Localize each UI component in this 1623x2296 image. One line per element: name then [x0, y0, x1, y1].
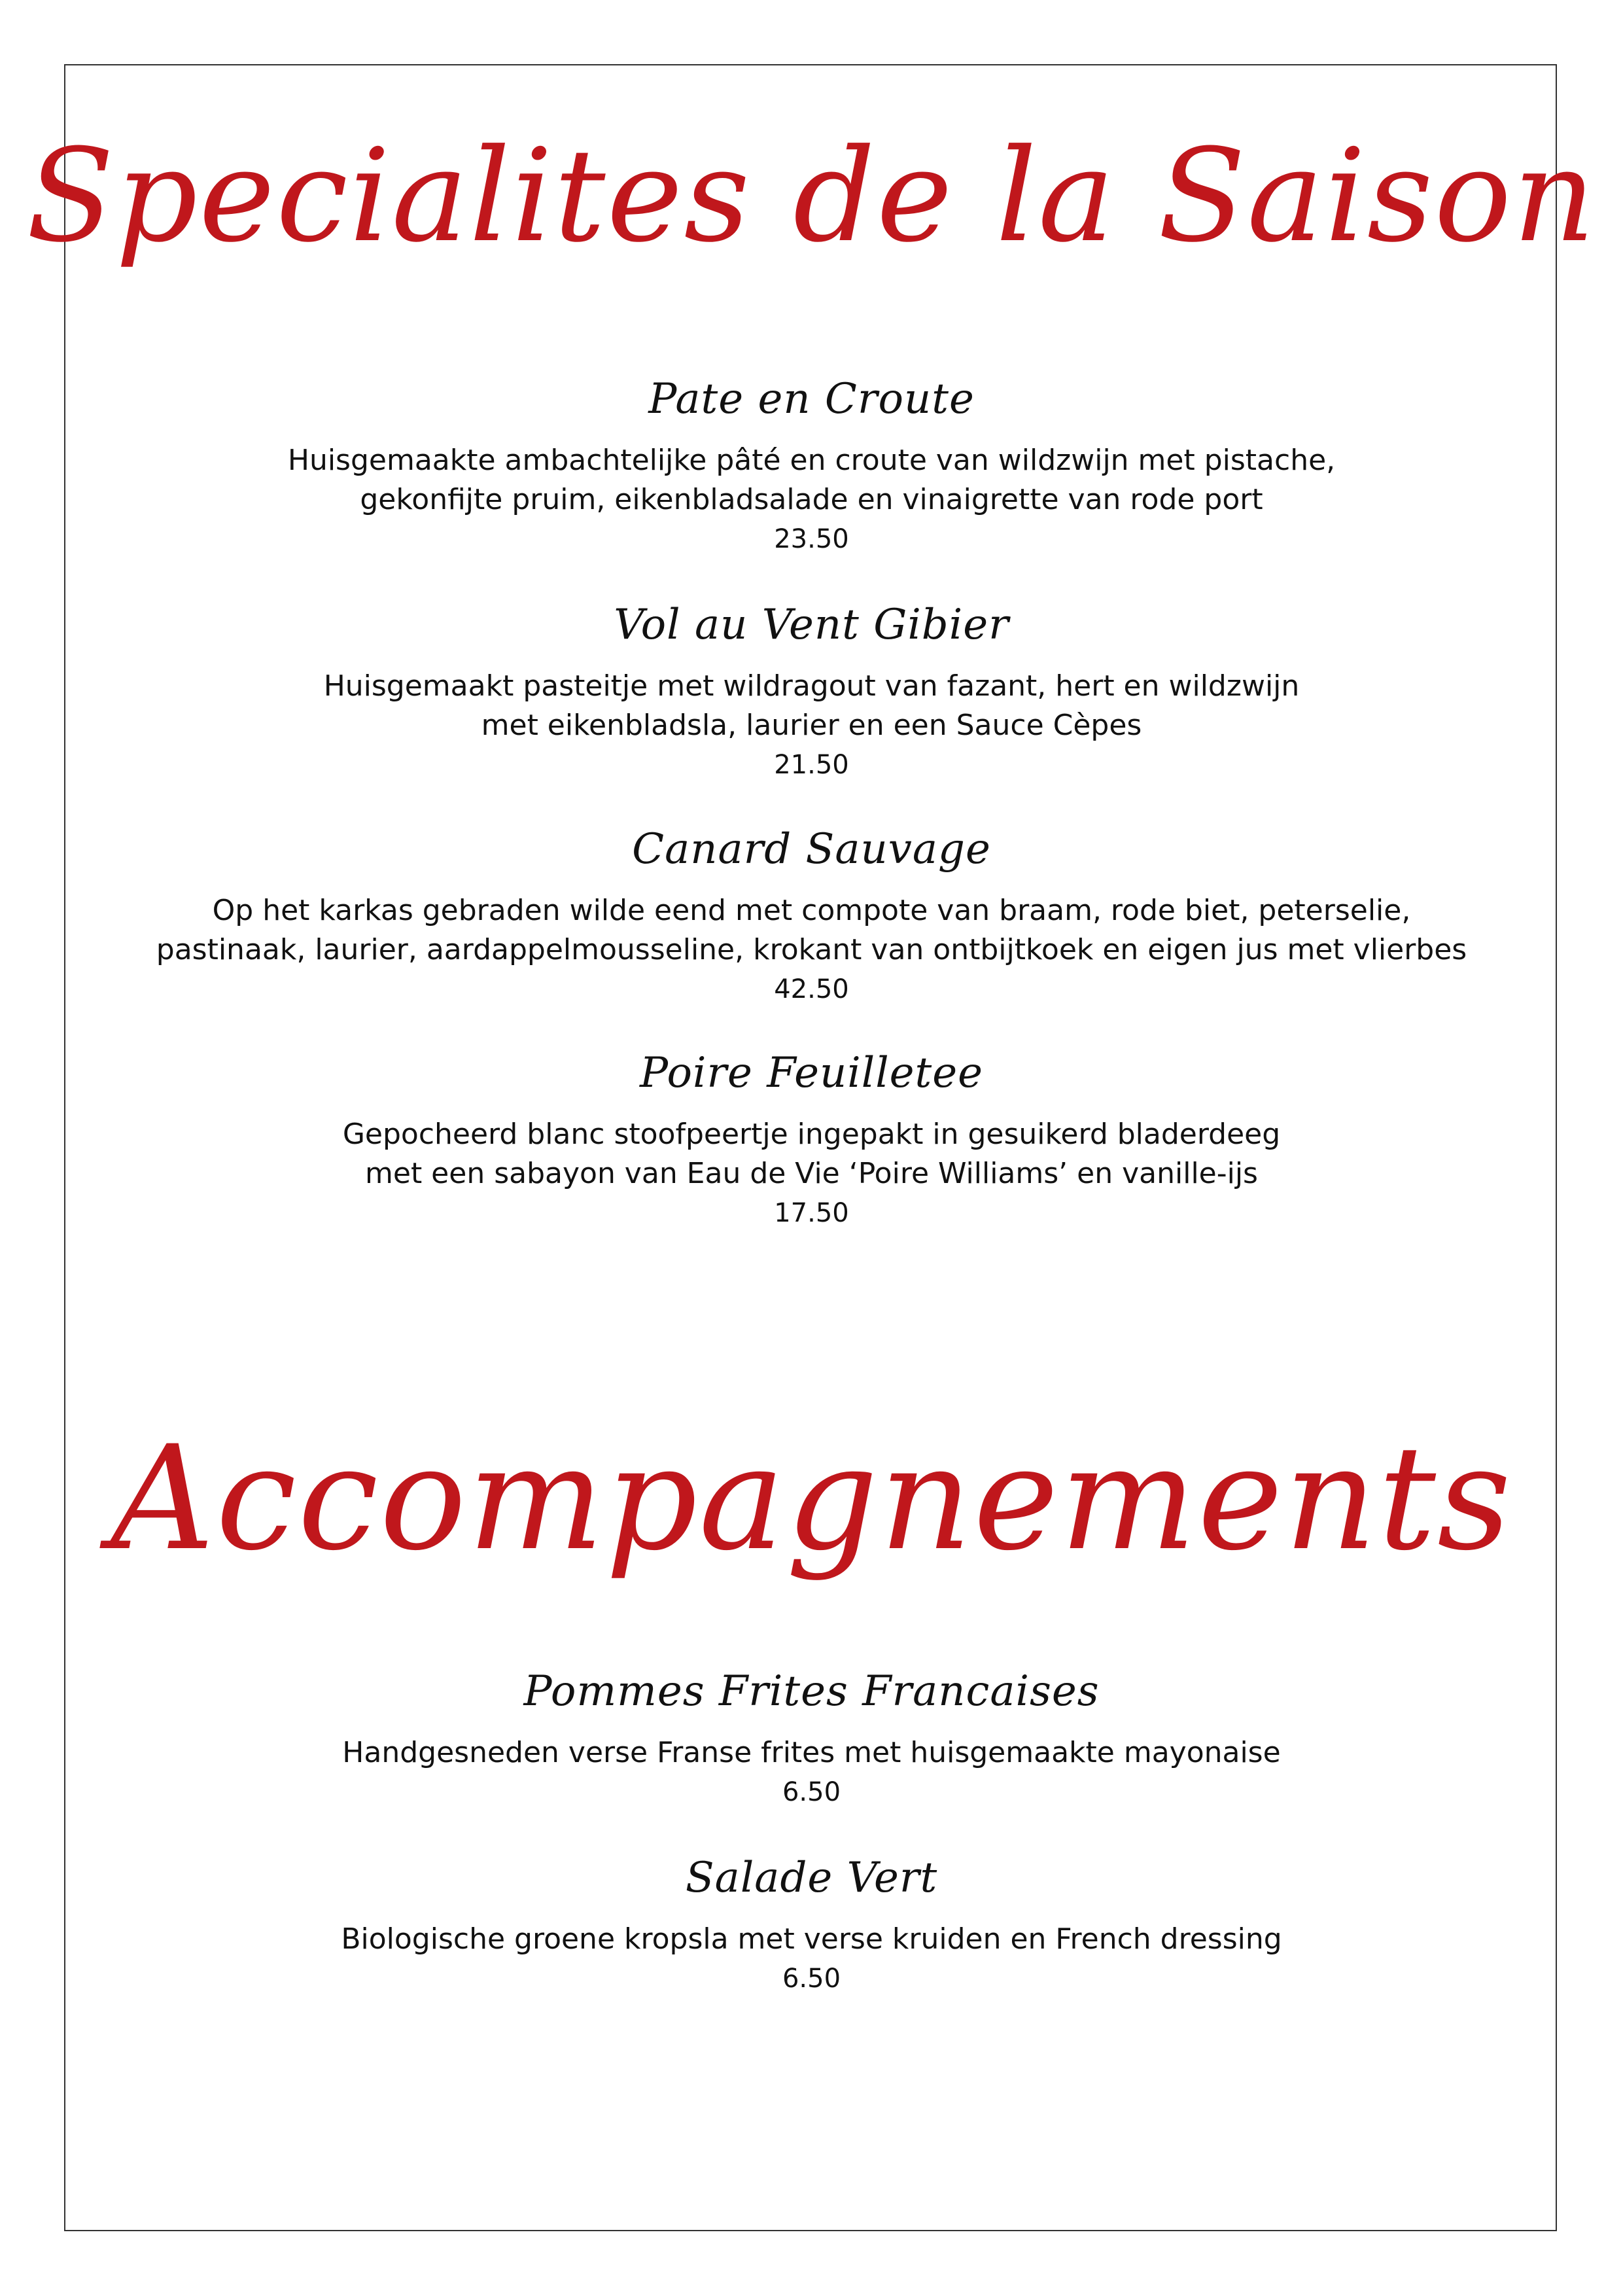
- menu-item-poire-feuilletee: [0, 1040, 1623, 1233]
- item-description-line-1: Op het karkas gebraden wilde eend met compote van braam, rode biet, peterselie,: [212, 894, 1411, 927]
- item-description-line-1: Huisgemaakt pasteitje met wildragout van fazant, hert en wildzwijn: [323, 669, 1300, 703]
- menu-item-pate-en-croute: [0, 366, 1623, 559]
- item-price: 17.50: [774, 1198, 849, 1228]
- menu-item-salade-vert: [0, 1845, 1623, 1998]
- item-name: Canard Sauvage: [632, 825, 991, 874]
- item-name: Pate en Croute: [648, 375, 975, 423]
- item-price: 21.50: [774, 750, 849, 780]
- item-name: Pommes Frites Francaises: [523, 1667, 1100, 1716]
- item-price: 23.50: [774, 524, 849, 554]
- section-title-specialites: Specialites de la Saison: [26, 122, 1597, 271]
- item-price: 6.50: [782, 1777, 841, 1807]
- item-name: Vol au Vent Gibier: [614, 601, 1009, 649]
- menu-item-pommes-frites: [0, 1659, 1623, 1812]
- item-description-line-2: gekonfijte pruim, eikenbladsalade en vinaigrette van rode port: [360, 483, 1263, 516]
- item-description-line-1: Handgesneden verse Franse frites met huisgemaakte mayonaise: [342, 1736, 1281, 1769]
- item-description-line-2: met een sabayon van Eau de Vie ‘Poire Williams’ en vanille-ijs: [365, 1157, 1258, 1190]
- menu-item-vol-au-vent-gibier: [0, 592, 1623, 785]
- item-price: 42.50: [774, 974, 849, 1004]
- menu-item-canard-sauvage: [0, 817, 1623, 1009]
- item-description-line-1: Huisgemaakte ambachtelijke pâté en croute van wildzwijn met pistache,: [287, 444, 1336, 477]
- section-title-accompagnements: Accompagnements: [111, 1415, 1512, 1582]
- item-name: Salade Vert: [685, 1854, 938, 1902]
- item-description-line-1: Biologische groene kropsla met verse kruiden en French dressing: [341, 1922, 1282, 1956]
- item-name: Poire Feuilletee: [639, 1049, 984, 1097]
- item-description-line-2: pastinaak, laurier, aardappelmousseline, krokant van ontbijtkoek en eigen jus met vlierbes: [156, 933, 1467, 966]
- item-price: 6.50: [782, 1964, 841, 1994]
- item-description-line-2: met eikenbladsla, laurier en een Sauce Cèpes: [481, 709, 1142, 742]
- item-description-line-1: Gepocheerd blanc stoofpeertje ingepakt in gesuikerd bladerdeeg: [342, 1118, 1281, 1151]
